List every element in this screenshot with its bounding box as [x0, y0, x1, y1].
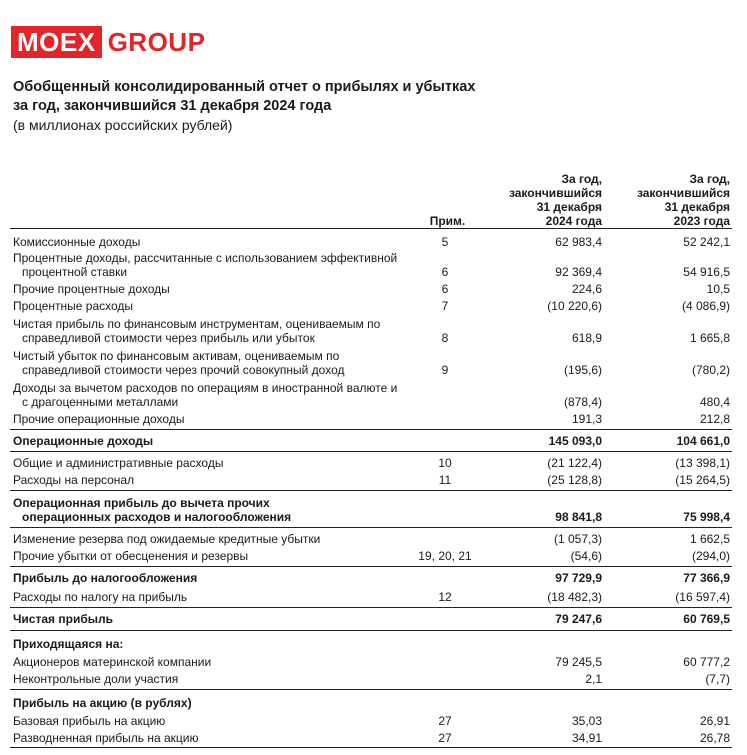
header-2024: За год, закончившийся 31 декабря 2024 года [508, 172, 602, 228]
row-label: Чистая прибыль по финансовым инструментам, оцениваемым по [13, 317, 381, 331]
row-value-2023: (16 597,4) [675, 590, 730, 604]
row-label: Прибыль до налогообложения [13, 571, 198, 585]
table-row-total [0, 608, 747, 626]
row-value-2023: 26,78 [699, 731, 730, 745]
row-note: 8 [441, 331, 449, 345]
table-row [0, 669, 747, 686]
row-label: Доходы за вычетом расходов по операциям в иностранной валюте и [13, 381, 398, 395]
header-note: Прим. [429, 214, 466, 228]
table-row-total [0, 430, 747, 448]
row-label-cont: справедливой стоимости через прибыль или убыток [22, 331, 315, 345]
row-label: Неконтрольные доли участия [13, 672, 179, 686]
row-value-2024: 191,3 [571, 412, 602, 426]
row-value-2023: 1 662,5 [689, 532, 730, 546]
row-label-cont: процентной ставки [22, 265, 128, 279]
row-label: Общие и административные расходы [13, 456, 224, 470]
row-label: Чистый убыток по финансовым активам, оцениваемым по [13, 349, 340, 363]
table-row [0, 728, 747, 745]
table-row [0, 232, 747, 249]
row-value-2023: 60 777,2 [683, 655, 730, 669]
row-value-2023: (7,7) [705, 672, 730, 686]
row-value-2024: (21 122,4) [547, 456, 602, 470]
header-2023: За год, закончившийся 31 декабря 2023 года [636, 172, 730, 228]
table-row [0, 313, 747, 345]
row-label-cont: с драгоценными металлами [22, 395, 179, 409]
row-value-2023: 77 366,9 [683, 571, 730, 585]
row-label: Комиссионные доходы [13, 235, 141, 249]
row-value-2024: 145 093,0 [548, 434, 602, 448]
row-label: Процентные расходы [13, 299, 134, 313]
row-value-2024: (18 482,3) [547, 590, 602, 604]
title-line-1: Обобщенный консолидированный отчет о прибылях и убытках [13, 79, 476, 95]
row-value-2023: 52 242,1 [683, 235, 730, 249]
row-label: Акционеров материнской компании [13, 655, 212, 669]
row-label: Расходы на персонал [13, 473, 135, 487]
table-row-section [0, 631, 747, 651]
table-row [0, 345, 747, 377]
row-note: 19, 20, 21 [418, 549, 472, 563]
table-row [0, 409, 747, 426]
row-note: 6 [441, 282, 449, 296]
row-label: Операционная прибыль до вычета прочих [13, 496, 270, 510]
table-row [0, 377, 747, 409]
row-value-2023: (780,2) [691, 363, 730, 377]
report-title [13, 78, 475, 135]
row-value-2024: (10 220,6) [547, 299, 602, 313]
row-label: Прочие операционные доходы [13, 412, 185, 426]
row-label: Прочие процентные доходы [13, 282, 170, 296]
table-header [0, 168, 747, 228]
table-row [0, 528, 747, 546]
table-row-total [0, 491, 747, 524]
row-value-2024: (54,6) [570, 549, 602, 563]
logo-moex: MOEX [11, 26, 102, 58]
row-value-2024: 97 729,9 [555, 571, 602, 585]
title-units: (в миллионах российских рублей) [13, 117, 233, 133]
row-value-2023: 54 916,5 [683, 265, 730, 279]
row-label: Разводненная прибыль на акцию [13, 731, 199, 745]
row-label: Базовая прибыль на акцию [13, 714, 166, 728]
row-value-2023: (4 086,9) [681, 299, 730, 313]
row-value-2024: 2,1 [585, 672, 602, 686]
row-note: 9 [441, 363, 449, 377]
row-value-2024: (1 057,3) [553, 532, 602, 546]
row-label: Чистая прибыль [13, 612, 113, 626]
row-label-cont: справедливой стоимости через прочий совокупный доход [22, 363, 345, 377]
table-row [0, 452, 747, 470]
table-row [0, 546, 747, 563]
row-value-2023: 212,8 [699, 412, 730, 426]
row-value-2024: 35,03 [571, 714, 602, 728]
row-value-2024: (195,6) [563, 363, 602, 377]
moex-group-logo [11, 26, 205, 58]
income-statement-table [0, 232, 747, 748]
row-label: Прибыль на акцию (в рублях) [13, 696, 192, 710]
row-label-cont: операционных расходов и налогообложения [22, 510, 292, 524]
row-value-2024: 98 841,8 [555, 510, 602, 524]
table-row [0, 710, 747, 728]
row-label: Приходящаяся на: [13, 637, 124, 651]
table-row-section [0, 690, 747, 710]
row-label: Изменение резерва под ожидаемые кредитные убытки [13, 532, 321, 546]
row-note: 7 [441, 299, 449, 313]
row-value-2024: 79 247,6 [555, 612, 602, 626]
row-note: 12 [438, 590, 452, 604]
row-note: 5 [441, 235, 449, 249]
row-value-2023: 1 665,8 [689, 331, 730, 345]
row-value-2023: 26,91 [699, 714, 730, 728]
row-note: 10 [438, 456, 452, 470]
row-value-2024: 62 983,4 [555, 235, 602, 249]
row-value-2024: (25 128,8) [547, 473, 602, 487]
table-row-total [0, 567, 747, 585]
row-note: 11 [438, 473, 452, 487]
table-row [0, 296, 747, 313]
row-value-2024: 618,9 [571, 331, 602, 345]
row-value-2024: 92 369,4 [555, 265, 602, 279]
table-row [0, 651, 747, 669]
row-value-2023: 10,5 [706, 282, 730, 296]
row-label: Расходы по налогу на прибыль [13, 590, 188, 604]
table-row [0, 279, 747, 296]
row-label: Процентные доходы, рассчитанные с использованием эффективной [13, 251, 398, 265]
row-label: Операционные доходы [13, 434, 154, 448]
row-note: 27 [438, 714, 452, 728]
row-value-2023: 104 661,0 [676, 434, 730, 448]
row-value-2023: (13 398,1) [675, 456, 730, 470]
row-value-2024: 34,91 [571, 731, 602, 745]
row-note: 6 [441, 265, 449, 279]
row-value-2023: 480,4 [699, 395, 730, 409]
row-value-2024: 79 245,5 [555, 655, 602, 669]
row-value-2024: (878,4) [563, 395, 602, 409]
row-value-2023: (294,0) [691, 549, 730, 563]
row-value-2024: 224,6 [571, 282, 602, 296]
logo-group: GROUP [107, 27, 206, 57]
title-line-2: за год, закончившийся 31 декабря 2024 года [13, 98, 332, 114]
row-divider [10, 747, 732, 748]
row-label: Прочие убытки от обесценения и резервы [13, 549, 249, 563]
table-row [0, 585, 747, 604]
row-value-2023: (15 264,5) [675, 473, 730, 487]
table-row [0, 249, 747, 279]
row-note: 27 [438, 731, 452, 745]
row-value-2023: 75 998,4 [683, 510, 730, 524]
table-row [0, 470, 747, 487]
header-divider [10, 228, 732, 229]
row-value-2023: 60 769,5 [683, 612, 730, 626]
